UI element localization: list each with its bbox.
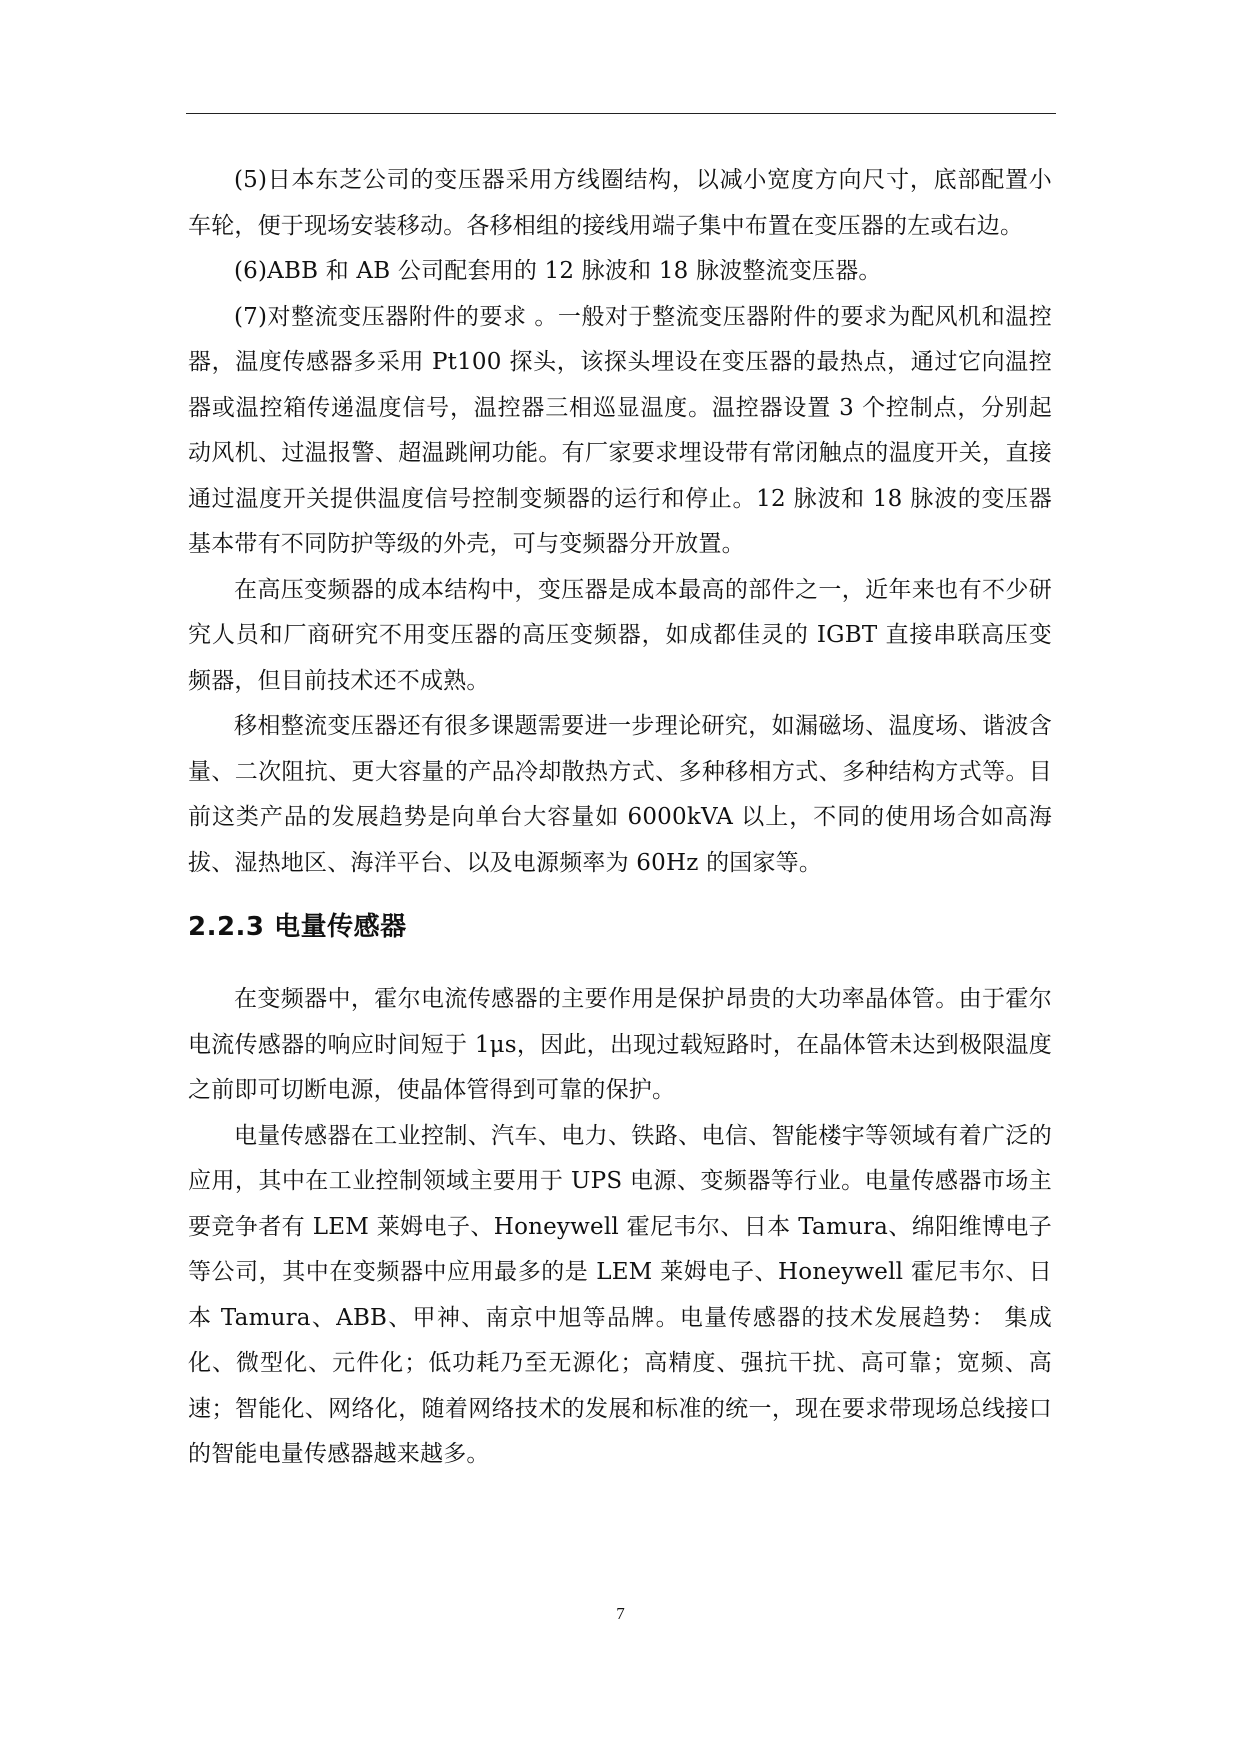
paragraph-sensor-market: 电量传感器在工业控制、汽车、电力、铁路、电信、智能楼宇等领域有着广泛的应用，其中在工业控制领域主要用于 UPS 电源、变频器等行业。电量传感器市场主要竞争者有 LEM 莱姆电子、Honeywell 霍尼韦尔、日本 Tamura、绵阳维博电子等公司，其中在变频器中应用最多的是 LEM 莱姆电子、Honeywell 霍尼韦尔、日本 Tamura、ABB、甲神、南京中旭等品牌。电量传感器的技术发展趋势： 集成化、微型化、元件化；低功耗乃至无源化；高精度、强抗干扰、高可靠；宽频、高速；智能化、网络化，随着网络技术的发展和标准的统一，现在要求带现场总线接口的智能电量传感器越来越多。 (188, 1122, 1052, 1467)
paragraph-transformer-accessories: (7)对整流变压器附件的要求 。一般对于整流变压器附件的要求为配风机和温控器，温度传感器多采用 Pt100 探头，该探头埋设在变压器的最热点，通过它向温控器或温控箱传递温度信号，温控器三相巡显温度。温控器设置 3 个控制点，分别起动风机、过温报警、超温跳闸功能。有厂家要求埋设带有常闭触点的温度开关，直接通过温度开关提供温度信号控制变频器的运行和停止。12 脉波和 18 脉波的变压器基本带有不同防护等级的外壳，可与变频器分开放置。 (188, 303, 1052, 557)
paragraph-hall-sensor: 在变频器中，霍尔电流传感器的主要作用是保护昂贵的大功率晶体管。由于霍尔电流传感器的响应时间短于 1μs，因此，出现过载短路时，在晶体管未达到极限温度之前即可切断电源，使晶体管得到可靠的保护。 (188, 986, 1052, 1103)
header-rule (186, 113, 1056, 114)
paragraph-cost-structure: 在高压变频器的成本结构中，变压器是成本最高的部件之一，近年来也有不少研究人员和厂商研究不用变压器的高压变频器，如成都佳灵的 IGBT 直接串联高压变频器，但目前技术还不成熟。 (188, 576, 1052, 694)
paragraph-toshiba-transformer: (5)日本东芝公司的变压器采用方线圈结构，以减小宽度方向尺寸，底部配置小车轮，便于现场安装移动。各移相组的接线用端子集中布置在变压器的左或右边。 (188, 167, 1052, 239)
page-number: 7 (616, 1604, 625, 1623)
paragraph-research-topics: 移相整流变压器还有很多课题需要进一步理论研究，如漏磁场、温度场、谐波含量、二次阻抗、更大容量的产品冷却散热方式、多种移相方式、多种结构方式等。目前这类产品的发展趋势是向单台大容量如 6000kVA 以上，不同的使用场合如高海拔、湿热地区、海洋平台、以及电源频率为 60Hz 的国家等。 (188, 713, 1052, 876)
page-body (188, 158, 1052, 1478)
section-heading: 2.2.3 电量传感器 (188, 912, 407, 942)
paragraph-abb-transformer: (6)ABB 和 AB 公司配套用的 12 脉波和 18 脉波整流变压器。 (234, 258, 882, 284)
